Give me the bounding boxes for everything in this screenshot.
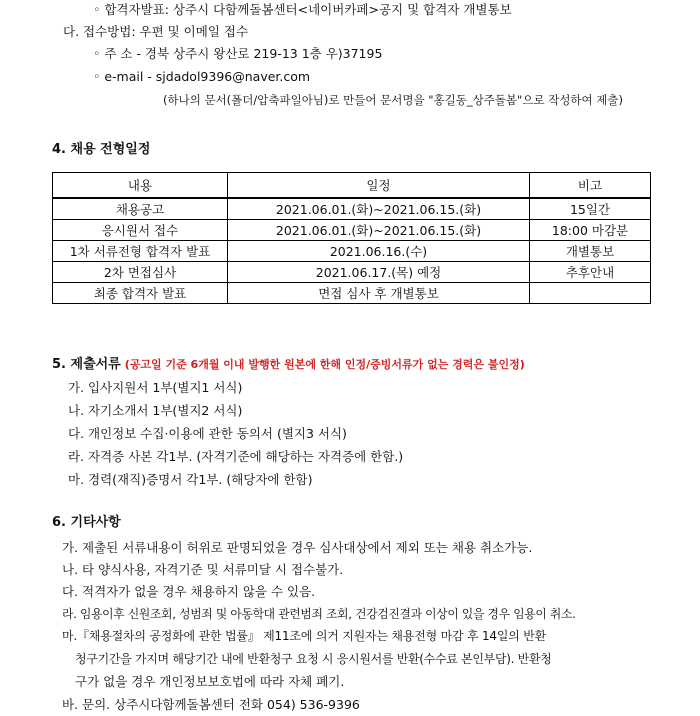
- list-item-continuation: 청구기간을 가지며 해당기간 내에 반환청구 요청 시 응시원서를 반환(수수료 본인부담). 반환청: [75, 652, 552, 666]
- list-item: 가. 입사지원서 1부(별지1 서식): [68, 380, 243, 395]
- table-cell: 2021.06.17.(목) 예정: [228, 262, 530, 283]
- table-cell: 2차 면접심사: [53, 262, 228, 283]
- list-item: 바. 문의. 상주시다함께돌봄센터 전화 054) 536-9396: [62, 697, 360, 712]
- table-cell: 면접 심사 후 개별통보: [228, 283, 530, 304]
- table-cell: 추후안내: [530, 262, 651, 283]
- table-row: [53, 198, 651, 220]
- table-cell: 개별통보: [530, 241, 651, 262]
- table-row: [53, 241, 651, 262]
- list-item: 마.『채용절차의 공정화에 관한 법률』 제11조에 의거 지원자는 채용전형 마감 후 14일의 반환: [62, 629, 547, 643]
- list-item: 다. 개인정보 수집·이용에 관한 동의서 (별지3 서식): [68, 426, 347, 441]
- table-cell: [530, 283, 651, 304]
- table-cell: 채용공고: [53, 198, 228, 220]
- list-item-continuation: 구가 없을 경우 개인정보보호법에 따라 자체 폐기.: [75, 674, 345, 689]
- submission-note: (하나의 문서(폴더/압축파일아님)로 만들어 문서명을 "홍길동_상주돌봄"으로 작성하여 제출): [163, 93, 624, 107]
- table-row: [53, 220, 651, 241]
- table-row: [53, 283, 651, 304]
- table-cell: 15일간: [530, 198, 651, 220]
- column-header: 비고: [530, 173, 651, 199]
- list-item: 나. 자기소개서 1부(별지2 서식): [68, 403, 243, 418]
- announce-line: ◦ 합격자발표: 상주시 다함께돌봄센터<네이버카페>공지 및 합격자 개별통보: [93, 2, 512, 17]
- schedule-table: [52, 172, 651, 304]
- section5-heading-line: [52, 356, 525, 373]
- section6-heading: 6. 기타사항: [52, 515, 121, 530]
- method-line: 다. 접수방법: 우편 및 이메일 접수: [63, 24, 249, 39]
- table-cell: 18:00 마감분: [530, 220, 651, 241]
- table-cell: 응시원서 접수: [53, 220, 228, 241]
- table-row: [53, 262, 651, 283]
- list-item: 라. 임용이후 신원조회, 성범죄 및 아동학대 관련범죄 조회, 건강검진결과 이상이 있을 경우 임용이 취소.: [62, 607, 576, 621]
- section5-heading: 5. 제출서류: [52, 357, 121, 372]
- table-cell: 2021.06.01.(화)~2021.06.15.(화): [228, 198, 530, 220]
- column-header: 내용: [53, 173, 228, 199]
- email-line: ◦ e-mail - sjdadol9396@naver.com: [93, 69, 311, 84]
- list-item: 마. 경력(재직)증명서 각1부. (해당자에 한함): [68, 472, 313, 487]
- list-item: 나. 타 양식사용, 자격기준 및 서류미달 시 접수불가.: [62, 562, 344, 577]
- column-header: 일정: [228, 173, 530, 199]
- list-item: 가. 제출된 서류내용이 허위로 판명되었을 경우 심사대상에서 제외 또는 채용 취소가능.: [62, 540, 533, 555]
- list-item: 라. 자격증 사본 각1부. (자격기준에 해당하는 자격증에 한함.): [68, 449, 404, 464]
- section4-heading: 4. 채용 전형일정: [52, 142, 151, 157]
- table-header-row: [53, 173, 651, 199]
- table-cell: 2021.06.01.(화)~2021.06.15.(화): [228, 220, 530, 241]
- table-cell: 1차 서류전형 합격자 발표: [53, 241, 228, 262]
- list-item: 다. 적격자가 없을 경우 채용하지 않을 수 있음.: [62, 584, 316, 599]
- section5-warning: (공고일 기준 6개월 이내 발행한 원본에 한해 인정/증빙서류가 없는 경력은 불인정): [124, 358, 525, 371]
- table-cell: 최종 합격자 발표: [53, 283, 228, 304]
- address-line: ◦ 주 소 - 경북 상주시 왕산로 219-13 1층 우)37195: [93, 46, 383, 61]
- table-cell: 2021.06.16.(수): [228, 241, 530, 262]
